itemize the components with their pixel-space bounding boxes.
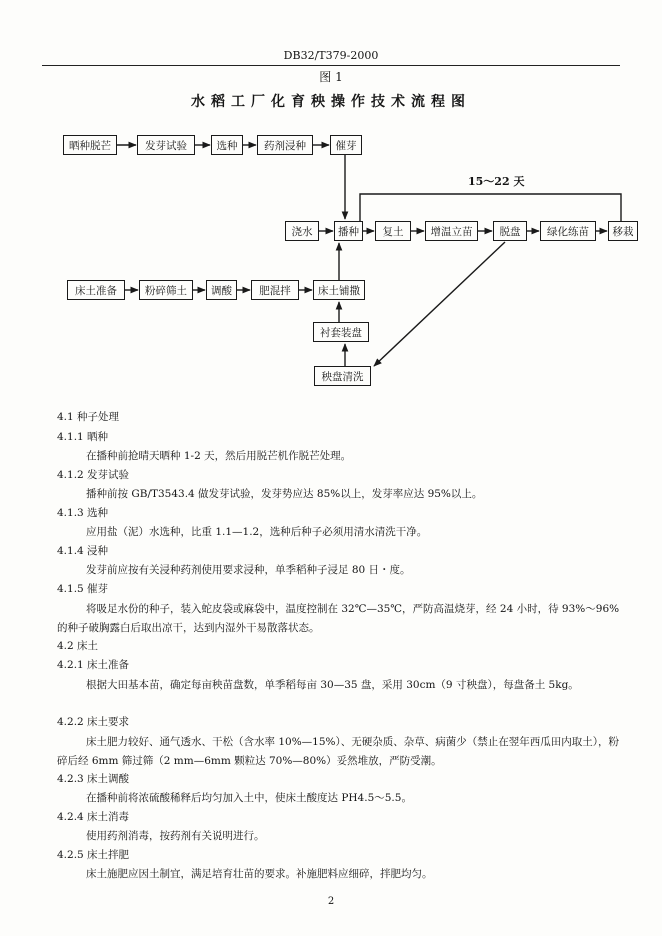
paragraph: 根据大田基本苗，确定每亩秧苗盘数，单季稻每亩 30—35 盘，采用 30cm（9 寸秧盘），每盘备土 5kg。	[86, 679, 579, 691]
figure-title: 水稻工厂化育秧操作技术流程图	[191, 94, 471, 110]
subsection-heading: 4.1.5 催芽	[57, 583, 109, 595]
subsection-heading: 4.2.4 床土消毒	[57, 811, 130, 823]
node-soil-covering: 复土	[375, 221, 411, 241]
subsection-heading: 4.1.2 发芽试验	[57, 469, 130, 481]
node-sun-dry-seeds: 晒种脱芒	[63, 135, 117, 155]
paragraph: 床土施肥应因土制宜，满足培育壮苗的要求。补施肥料应细碎，拌肥均匀。	[86, 868, 433, 880]
subsection-heading: 4.2.1 床土准备	[57, 659, 130, 671]
paragraph: 发芽前应按有关浸种药剂使用要求浸种，单季稻种子浸足 80 日・度。	[86, 564, 411, 576]
document-code: DB32/T379-2000	[283, 49, 379, 62]
node-sowing: 播种	[334, 221, 363, 241]
node-germination-test: 发芽试验	[137, 135, 195, 155]
node-sprouting: 催芽	[330, 135, 362, 155]
node-crush-sieve: 粉碎筛土	[139, 280, 193, 300]
figure-number: 图 1	[319, 70, 343, 84]
duration-label: 15～22 天	[468, 175, 525, 188]
node-tray-washing: 秧盘清洗	[314, 366, 371, 386]
node-chemical-soak: 药剂浸种	[257, 135, 313, 155]
paragraph: 在播种前将浓硫酸稀释后均匀加入土中，使床土酸度达 PH4.5～5.5。	[86, 792, 412, 804]
node-acidify: 调酸	[206, 280, 237, 300]
node-soil-preparation: 床土准备	[67, 280, 125, 300]
node-fertilizer-mix: 肥混拌	[251, 280, 299, 300]
subsection-heading: 4.1.1 晒种	[57, 431, 109, 443]
page-number: 2	[327, 896, 335, 907]
section-heading: 4.2 床土	[57, 640, 99, 652]
paragraph: 在播种前抢晴天晒种 1-2 天，然后用脱芒机作脱芒处理。	[86, 450, 352, 462]
node-warm-standing: 增温立苗	[425, 221, 478, 241]
node-seed-selection: 选种	[211, 135, 243, 155]
paragraph: 播种前按 GB/T3543.4 做发芽试验，发芽势应达 85%以上，发芽率应达 95%以上。	[86, 488, 483, 500]
node-transplant: 移栽	[608, 221, 638, 241]
paragraph: 应用盐（泥）水选种，比重 1.1—1.2，选种后种子必须用清水清洗干净。	[86, 526, 428, 538]
subsection-heading: 4.2.2 床土要求	[57, 716, 130, 728]
paragraph: 床土肥力较好、通气透水、干松（含水率 10%—15%）、无硬杂质、杂草、病菌少（禁止在翌年西瓜田内取土），粉碎后经 6mm 筛过筛（2 mm—6mm 颗粒达 70%—80%）妥然堆放，严防受潮。	[57, 736, 620, 767]
node-watering: 浇水	[285, 221, 319, 241]
subsection-heading: 4.1.3 选种	[57, 507, 109, 519]
node-liner-tray: 衬套装盘	[313, 322, 369, 342]
paragraph: 将吸足水份的种子，装入蛇皮袋或麻袋中，温度控制在 32℃—35℃，严防高温烧芽，经 24 小时，待 93%～96%的种子破胸露白后取出凉干，达到内湿外干易散落状态。	[57, 603, 620, 634]
subsection-heading: 4.2.3 床土调酸	[57, 773, 130, 785]
node-soil-spread: 床土铺撒	[313, 280, 365, 300]
node-greening: 绿化练苗	[540, 221, 596, 241]
subsection-heading: 4.1.4 浸种	[57, 545, 109, 557]
subsection-heading: 4.2.5 床土拌肥	[57, 849, 130, 861]
paragraph: 使用药剂消毒，按药剂有关说明进行。	[86, 830, 265, 842]
section-heading: 4.1 种子处理	[57, 411, 120, 423]
node-tray-removal: 脱盘	[493, 221, 527, 241]
